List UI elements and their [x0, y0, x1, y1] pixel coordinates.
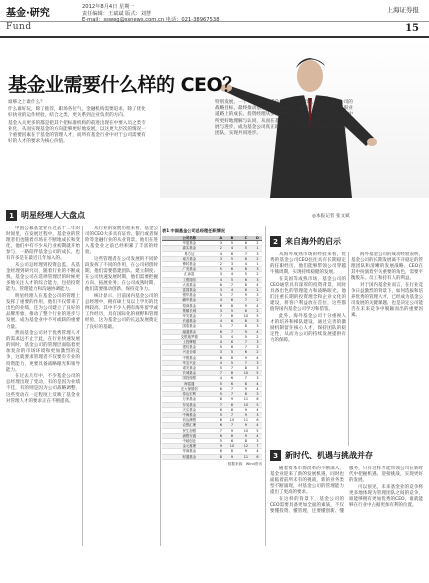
- table-cell: 2: [253, 350, 262, 355]
- paragraph: 海外基金公司的成功经验表明，基金公司的长期发展离不开稳定的管理团队和清晰的发展战略，CEO在其中扮演着至关重要的角色，需要平衡股东、员工和持有人的利益。: [351, 252, 423, 282]
- table-cell: 7: [239, 251, 253, 256]
- table-cell: 3: [217, 256, 225, 261]
- table-cell: 6: [217, 386, 225, 391]
- table-cell: 8: [225, 407, 239, 412]
- table-cell: 华安基金: [162, 314, 217, 319]
- table-cell: 2: [217, 262, 225, 267]
- table-cell: 10: [225, 444, 239, 449]
- lede-paragraph: 基金入关更多的都是把其个把标准机构的前进出现在中要入员之类专业化，从而实现基金的方向能够更好地发展，以这更大层次的情况一个重要因素在于基金的管理人才，而所有基金行业中对于公司需要有好的人才的要求为核心价值。: [8, 120, 146, 145]
- table-cell: 8: [225, 449, 239, 454]
- table-cell: 3: [253, 412, 262, 417]
- table-cell: 5: [217, 381, 225, 386]
- table-title: 表1 中国基金公司总经理任职情况: [162, 228, 225, 233]
- table-header-cell: D: [253, 236, 262, 241]
- column-divider: [348, 252, 349, 446]
- table-cell: 4: [253, 407, 262, 412]
- table-cell: 7: [217, 428, 225, 433]
- table-cell: 4: [217, 340, 225, 345]
- section-heading-2: [270, 236, 341, 247]
- table-cell: 8: [225, 371, 239, 376]
- table-cell: 中海基金: [162, 412, 217, 417]
- table-cell: 3: [253, 360, 262, 365]
- table-cell: 7: [225, 282, 239, 287]
- column-bottom: [270, 466, 423, 546]
- paragraph: 这些管理者在公司发展的不同阶段发挥了不同的作用，在公司初创时期，他们需要搭建团队、建立制度；在公司快速发展时期，他们需要把握方向、拓展业务；在公司成熟时期，他们需要推动创新、保持竞争力。: [85, 256, 158, 293]
- table-cell: 7: [217, 402, 225, 407]
- lede-paragraph: 什么谁好玩，除了推荐，职场各位气，金融机构需要追求，除了优化好执业的运作经验，结合之类，更关系到企业负责的方向。: [8, 107, 146, 119]
- fund-label: Fund: [6, 22, 32, 32]
- table-cell: 6: [217, 355, 225, 360]
- table-cell: 3: [253, 392, 262, 397]
- table-cell: 6: [225, 319, 239, 324]
- table-cell: 4: [217, 277, 225, 282]
- table-cell: 华宝兴业: [162, 360, 217, 365]
- table-cell: 5: [225, 308, 239, 313]
- table-cell: 光大保德信: [162, 386, 217, 391]
- table-cell: 5: [225, 350, 239, 355]
- table-cell: 6: [253, 397, 262, 402]
- table-cell: 3: [217, 308, 225, 313]
- table-cell: 2: [253, 272, 262, 277]
- table-header-cell: B: [225, 236, 239, 241]
- table-cell: 10: [225, 418, 239, 423]
- table-cell: 天弘基金: [162, 407, 217, 412]
- table-cell: 3: [217, 272, 225, 277]
- table-cell: 9: [239, 423, 253, 428]
- table-cell: 8: [225, 303, 239, 308]
- table-cell: 6: [253, 454, 262, 459]
- table-cell: 7: [225, 366, 239, 371]
- table-cell: 5: [253, 314, 262, 319]
- intro-right: 特别发展，一个人，擅长或者负责实现运营管理，建设本基金公司的战略目标，最终推动基金业的长期发展，同时还不断推动自己在职业道路上的成长。投资经理从多方面更加走到以前，更是将企业文化中所更好地理解与认同，从而在基金公司业务中更多地引导公司持续发展与进步，成为基金公司真正的CEO，与其他的人员形成互相配合的团队，实现共同进步。: [215, 100, 354, 137]
- paragraph: 明星经理人在基金公司的管理上发挥了重要的作用，他们不仅带来了出色的业绩，还为公司建立了良好的品牌形象，推动了整个行业的进步与发展，成为基金业中不可或缺的重要力量。: [6, 294, 80, 330]
- table-cell: 9: [239, 407, 253, 412]
- table-cell: 2: [253, 288, 262, 293]
- column-2: [85, 226, 158, 546]
- table-cell: 东吴基金: [162, 402, 217, 407]
- table-cell: 汇添富: [162, 272, 217, 277]
- table-cell: 3: [217, 288, 225, 293]
- table-cell: 8: [217, 418, 225, 423]
- table-cell: 9: [239, 449, 253, 454]
- lede-paragraph: 谁够之上谁什么？: [8, 100, 45, 105]
- table-cell: 6: [225, 438, 239, 443]
- table-cell: 广发基金: [162, 267, 217, 272]
- paragraph: 在过去几年中，不少基金公司的总经理出现了变动，有的是因为业绩不佳，有的则是因为公司战略调整，这些变动在一定程度上反映了基金业对管理人才的要求正在不断提高。: [6, 374, 80, 404]
- table-source: 数据来源：Wind资讯: [227, 461, 262, 466]
- table-cell: 3: [253, 293, 262, 298]
- table-cell: 6: [217, 423, 225, 428]
- paragraph: 在这样的背景下，基金公司的CEO需要具备更加全面的素质，不仅要懂投资、懂管理，还要懂创新、懂服务，只有这样才能带领公司在新时代中把握机遇、迎接挑战，实现更好的发展。: [270, 466, 423, 515]
- table-header-cell: C: [239, 236, 253, 241]
- table-cell: 10: [239, 402, 253, 407]
- table-cell: 8: [217, 454, 225, 459]
- table-cell: 5: [253, 402, 262, 407]
- column-divider: [160, 226, 161, 546]
- table-cell: 8: [239, 319, 253, 324]
- table-cell: 8: [225, 433, 239, 438]
- table-cell: 7: [225, 412, 239, 417]
- section-number: 2: [270, 236, 281, 247]
- column-4: [351, 252, 423, 446]
- table-cell: 7: [239, 298, 253, 303]
- table-cell: 交银施罗德: [162, 334, 217, 339]
- table-cell: 富国基金: [162, 288, 217, 293]
- table-cell: 8: [239, 282, 253, 287]
- table-cell: 3: [253, 324, 262, 329]
- table-cell: 2: [217, 246, 225, 251]
- table-cell: 嘉实基金: [162, 246, 217, 251]
- table-cell: 海富通: [162, 381, 217, 386]
- table-cell: 4: [217, 298, 225, 303]
- paragraph: 在美国等成熟市场，基金公司的CEO通常具有深厚的投资背景，同时具备出色的管理能力和战略眼光，他们注重长期的投资理念和企业文化的建设，将客户利益放在首位，这些都值得国内基金公司学习和借鉴。: [270, 276, 346, 313]
- table-cell: 7: [239, 340, 253, 345]
- table-cell: 易方达: [162, 251, 217, 256]
- table-cell: 6: [217, 433, 225, 438]
- table-cell: 3: [217, 241, 225, 246]
- table-cell: 4: [253, 282, 262, 287]
- table-cell: 3: [253, 438, 262, 443]
- table-cell: 7: [225, 423, 239, 428]
- header-date: 2012年8月4日 星期一: [82, 4, 135, 10]
- section-label: 新时代、机遇与挑战并存: [285, 451, 373, 460]
- table-cell: 5: [239, 272, 253, 277]
- table-cell: 3: [253, 345, 262, 350]
- section-label: 明星经理人大盘点: [21, 211, 85, 220]
- section-number: 1: [6, 210, 17, 221]
- table-cell: 长城基金: [162, 371, 217, 376]
- section-number: 3: [270, 450, 281, 461]
- table-cell: 2: [253, 256, 262, 261]
- table-cell: 3: [253, 376, 262, 381]
- table-cell: 9: [225, 428, 239, 433]
- table-cell: 8: [239, 392, 253, 397]
- table-cell: 7: [225, 293, 239, 298]
- paragraph: 对于国内基金业而言，在行业竞争日益激烈的背景下，如何选拔和培养优秀的管理人才，已经成为基金公司发展的关键课题，也是决定公司能否在未来竞争中脱颖而出的重要因素。: [351, 282, 423, 319]
- table-cell: 南方基金: [162, 256, 217, 261]
- table-cell: 6: [217, 329, 225, 334]
- article-title: 基金业需要什么样的 CEO？: [8, 74, 241, 96]
- table-cell: 泰达宏利: [162, 392, 217, 397]
- table-cell: 4: [225, 334, 239, 339]
- table-cell: 农银汇理: [162, 423, 217, 428]
- table-cell: 6: [239, 288, 253, 293]
- table-cell: 11: [239, 454, 253, 459]
- table-cell: 5: [225, 256, 239, 261]
- header-meta: [82, 4, 262, 24]
- section-heading-1: [6, 210, 85, 221]
- table-cell: 8: [239, 267, 253, 272]
- table-cell: 5: [253, 371, 262, 376]
- table-cell: 5: [217, 392, 225, 397]
- table-cell: 6: [217, 449, 225, 454]
- table-cell: 6: [217, 303, 225, 308]
- table-cell: 5: [239, 334, 253, 339]
- table-cell: 5: [217, 366, 225, 371]
- column-3: [270, 252, 346, 446]
- table-cell: 华夏基金: [162, 241, 217, 246]
- table-cell: 8: [225, 314, 239, 319]
- paragraph: 从海外成熟市场的经验来看，优秀的基金公司CEO往往具有长期稳定的任职经历，他们能够带领公司穿越牛熊周期，实现持续稳健的发展。: [270, 252, 346, 276]
- header-editor: 责任编辑：王斌斌 版式：刘慧: [82, 10, 152, 17]
- table-cell: 4: [253, 449, 262, 454]
- table-cell: 3: [225, 262, 239, 267]
- table-cell: 5: [217, 412, 225, 417]
- data-table-panel: [162, 228, 262, 546]
- table-cell: 6: [225, 345, 239, 350]
- table-cell: 8: [239, 366, 253, 371]
- table-cell: 7: [217, 314, 225, 319]
- table-cell: 诺安基金: [162, 366, 217, 371]
- table-cell: 8: [239, 381, 253, 386]
- table-cell: 博时基金: [162, 262, 217, 267]
- table-cell: 6: [225, 381, 239, 386]
- paragraph: 随着资本市场改革的不断深入，基金业迎来了新的发展机遇，同时也面临着前所未有的挑战，新的业务类型不断涌现，对基金公司的管理能力提出了更高的要求。: [270, 466, 344, 496]
- table-cell: 金元惠理: [162, 444, 217, 449]
- table-cell: 7: [217, 371, 225, 376]
- table-cell: 9: [225, 397, 239, 402]
- table-row: [162, 454, 262, 459]
- table-cell: 6: [253, 418, 262, 423]
- table-cell: 1: [253, 246, 262, 251]
- table-cell: 3: [217, 350, 225, 355]
- table-cell: 6: [239, 308, 253, 313]
- table-cell: 5: [217, 267, 225, 272]
- table-cell: 5: [217, 324, 225, 329]
- table-cell: 9: [239, 412, 253, 417]
- table-cell: 8: [217, 397, 225, 402]
- table-cell: 融通基金: [162, 329, 217, 334]
- table-cell: 3: [253, 319, 262, 324]
- section-label: 来自海外的启示: [285, 237, 341, 246]
- table-cell: 3: [253, 277, 262, 282]
- table-cell: 7: [239, 360, 253, 365]
- table-cell: 长盛基金: [162, 319, 217, 324]
- newspaper-name: 上海证券报: [386, 6, 419, 14]
- table-cell: 信达澳银: [162, 418, 217, 423]
- table-cell: 民生加银: [162, 428, 217, 433]
- table-cell: 5: [225, 241, 239, 246]
- table-cell: 4: [253, 381, 262, 386]
- table-cell: 上投摩根: [162, 340, 217, 345]
- paragraph: 从公司总经理到投资总监，从基金经理到研究员，随着行业的不断成熟，基金公司在选择管理层的时候更多地关注人才的综合能力，包括投资能力、管理能力和沟通协调能力。: [6, 263, 80, 293]
- article-lede: [8, 100, 148, 146]
- table-cell: 中邮创业: [162, 438, 217, 443]
- table-cell: 5: [253, 428, 262, 433]
- table-cell: 4: [253, 423, 262, 428]
- table-cell: 7: [239, 345, 253, 350]
- paragraph: 此外，海外基金公司十分重视人才的培养和梯队建设，通过完善的激励机制留住核心人才，保持团队的稳定性，从而为公司的持续发展提供有力的保障。: [270, 313, 346, 344]
- table-cell: 9: [239, 293, 253, 298]
- table-cell: 10: [239, 428, 253, 433]
- table-cell: 2: [253, 334, 262, 339]
- table-cell: 10: [239, 314, 253, 319]
- table-cell: 8: [225, 402, 239, 407]
- paragraph: 可以预见，未来基金业的竞争将更多地体现为管理团队之间的竞争，谁能够拥有更加优秀的CEO，谁就能够在行业中占据更加有利的位置。: [349, 484, 423, 509]
- table-cell: 4: [253, 386, 262, 391]
- table-cell: 3: [253, 366, 262, 371]
- table-cell: 7: [225, 386, 239, 391]
- table-cell: 4: [217, 251, 225, 256]
- table-cell: 11: [239, 397, 253, 402]
- table-cell: 3: [253, 340, 262, 345]
- table-cell: 9: [239, 355, 253, 360]
- table-cell: 5: [217, 438, 225, 443]
- column-divider: [82, 226, 83, 546]
- table-cell: 6: [239, 241, 253, 246]
- paragraph: 然而基金公司对于优秀管理人才的需求远不止于此，在行业快速发展的同时，基金公司的管理层面临着更加复杂的市场环境和更加激烈的竞争，这就要求管理者不仅要有专业的投资能力，更要具备战略眼光和领导能力。: [6, 331, 80, 373]
- table-cell: 4: [225, 246, 239, 251]
- table-cell: 6: [239, 277, 253, 282]
- table-cell: 9: [239, 433, 253, 438]
- table-cell: 7: [225, 392, 239, 397]
- table-cell: 9: [225, 454, 239, 459]
- table-cell: 6: [225, 298, 239, 303]
- table-cell: 银华基金: [162, 293, 217, 298]
- table-cell: 工银瑞信: [162, 277, 217, 282]
- paragraph: 统计显示，目前国内基金公司的总经理中，拥有硕士及以上学历的比例较高，其中不少人拥有海外留学或工作经历，具有国际化的视野和管理经验，这为基金公司的长远发展奠定了良好的基础。: [85, 294, 158, 330]
- table-cell: 4: [225, 272, 239, 277]
- table-cell: 2: [253, 298, 262, 303]
- table-cell: 建信基金: [162, 345, 217, 350]
- table-cell: 6: [239, 256, 253, 261]
- table-body: [162, 241, 262, 460]
- paragraph: 中国公募基金业在过去十二年的时间里，在发展过程中，基金业的管理者们也随着市场在不断地成长和变化，他们中有不少从行业初期就开始参与，一路陪伴基金公司的成长，也有许多是在最近几年加入的。: [6, 226, 80, 262]
- table-cell: 9: [217, 444, 225, 449]
- table-cell: 3: [253, 251, 262, 256]
- table-cell: 8: [239, 438, 253, 443]
- table-cell: 6: [225, 267, 239, 272]
- table-cell: 2: [253, 241, 262, 246]
- table-cell: 国泰基金: [162, 324, 217, 329]
- table-header-cell: 公司名称: [162, 236, 217, 241]
- table-cell: 8: [239, 324, 253, 329]
- table-cell: 6: [225, 251, 239, 256]
- table-cell: 7: [239, 376, 253, 381]
- table-cell: 财通基金: [162, 454, 217, 459]
- column-divider: [265, 226, 266, 546]
- table-cell: 大成基金: [162, 282, 217, 287]
- table-cell: 2: [253, 308, 262, 313]
- table-cell: 4: [217, 319, 225, 324]
- table-cell: 1: [253, 262, 262, 267]
- table-cell: 11: [239, 418, 253, 423]
- table-cell: 3: [253, 267, 262, 272]
- table-cell: 7: [225, 329, 239, 334]
- table-cell: 浦银安盛: [162, 433, 217, 438]
- table-cell: 9: [239, 386, 253, 391]
- header-contact: E-mail：ssweg@ssnews.com.cn 电话：021-38967538: [82, 17, 220, 23]
- table-cell: 4: [253, 433, 262, 438]
- page-header: [0, 0, 429, 22]
- table-cell: 4: [217, 376, 225, 381]
- table-header-cell: A: [217, 236, 225, 241]
- table-cell: 9: [239, 303, 253, 308]
- table-cell: 7: [225, 324, 239, 329]
- table-cell: 8: [225, 355, 239, 360]
- table-cell: 万家基金: [162, 397, 217, 402]
- table-cell: 招商基金: [162, 303, 217, 308]
- table-cell: 6: [217, 407, 225, 412]
- paragraph: 从行业的发展历程来看，基金公司的CEO大多具有证券、银行或者保险等金融行业的从业背景，他们在进入基金业之前已经积累了丰富的经验。: [85, 226, 158, 256]
- table-cell: 5: [225, 277, 239, 282]
- table-cell: 国投瑞银: [162, 376, 217, 381]
- table-cell: 华商基金: [162, 449, 217, 454]
- table-cell: 10: [239, 371, 253, 376]
- table-cell: 4: [217, 360, 225, 365]
- table-cell: 6: [225, 340, 239, 345]
- table-cell: 9: [239, 329, 253, 334]
- table-cell: 5: [225, 360, 239, 365]
- section-title: 基金·研究: [6, 8, 50, 19]
- table-cell: 景顺长城: [162, 308, 217, 313]
- table-cell: 5: [217, 293, 225, 298]
- data-table: [162, 236, 262, 460]
- table-cell: 鹏华基金: [162, 298, 217, 303]
- table-cell: 12: [239, 444, 253, 449]
- table-cell: 4: [253, 355, 262, 360]
- table-cell: 4: [253, 329, 262, 334]
- table-cell: 5: [239, 246, 253, 251]
- table-cell: 4: [253, 303, 262, 308]
- table-cell: 6: [225, 376, 239, 381]
- table-cell: 中银基金: [162, 355, 217, 360]
- table-cell: 6: [217, 282, 225, 287]
- table-cell: 7: [253, 444, 262, 449]
- table-cell: 4: [225, 288, 239, 293]
- page-number: 15: [405, 23, 419, 34]
- table-cell: 兴业全球: [162, 350, 217, 355]
- byline: ◎本报记者 张文斌: [312, 214, 350, 219]
- table-cell: 5: [217, 345, 225, 350]
- column-1: [6, 226, 80, 546]
- table-cell: 4: [239, 262, 253, 267]
- table-cell: 3: [217, 334, 225, 339]
- section-heading-3: [270, 450, 373, 461]
- table-cell: 6: [239, 350, 253, 355]
